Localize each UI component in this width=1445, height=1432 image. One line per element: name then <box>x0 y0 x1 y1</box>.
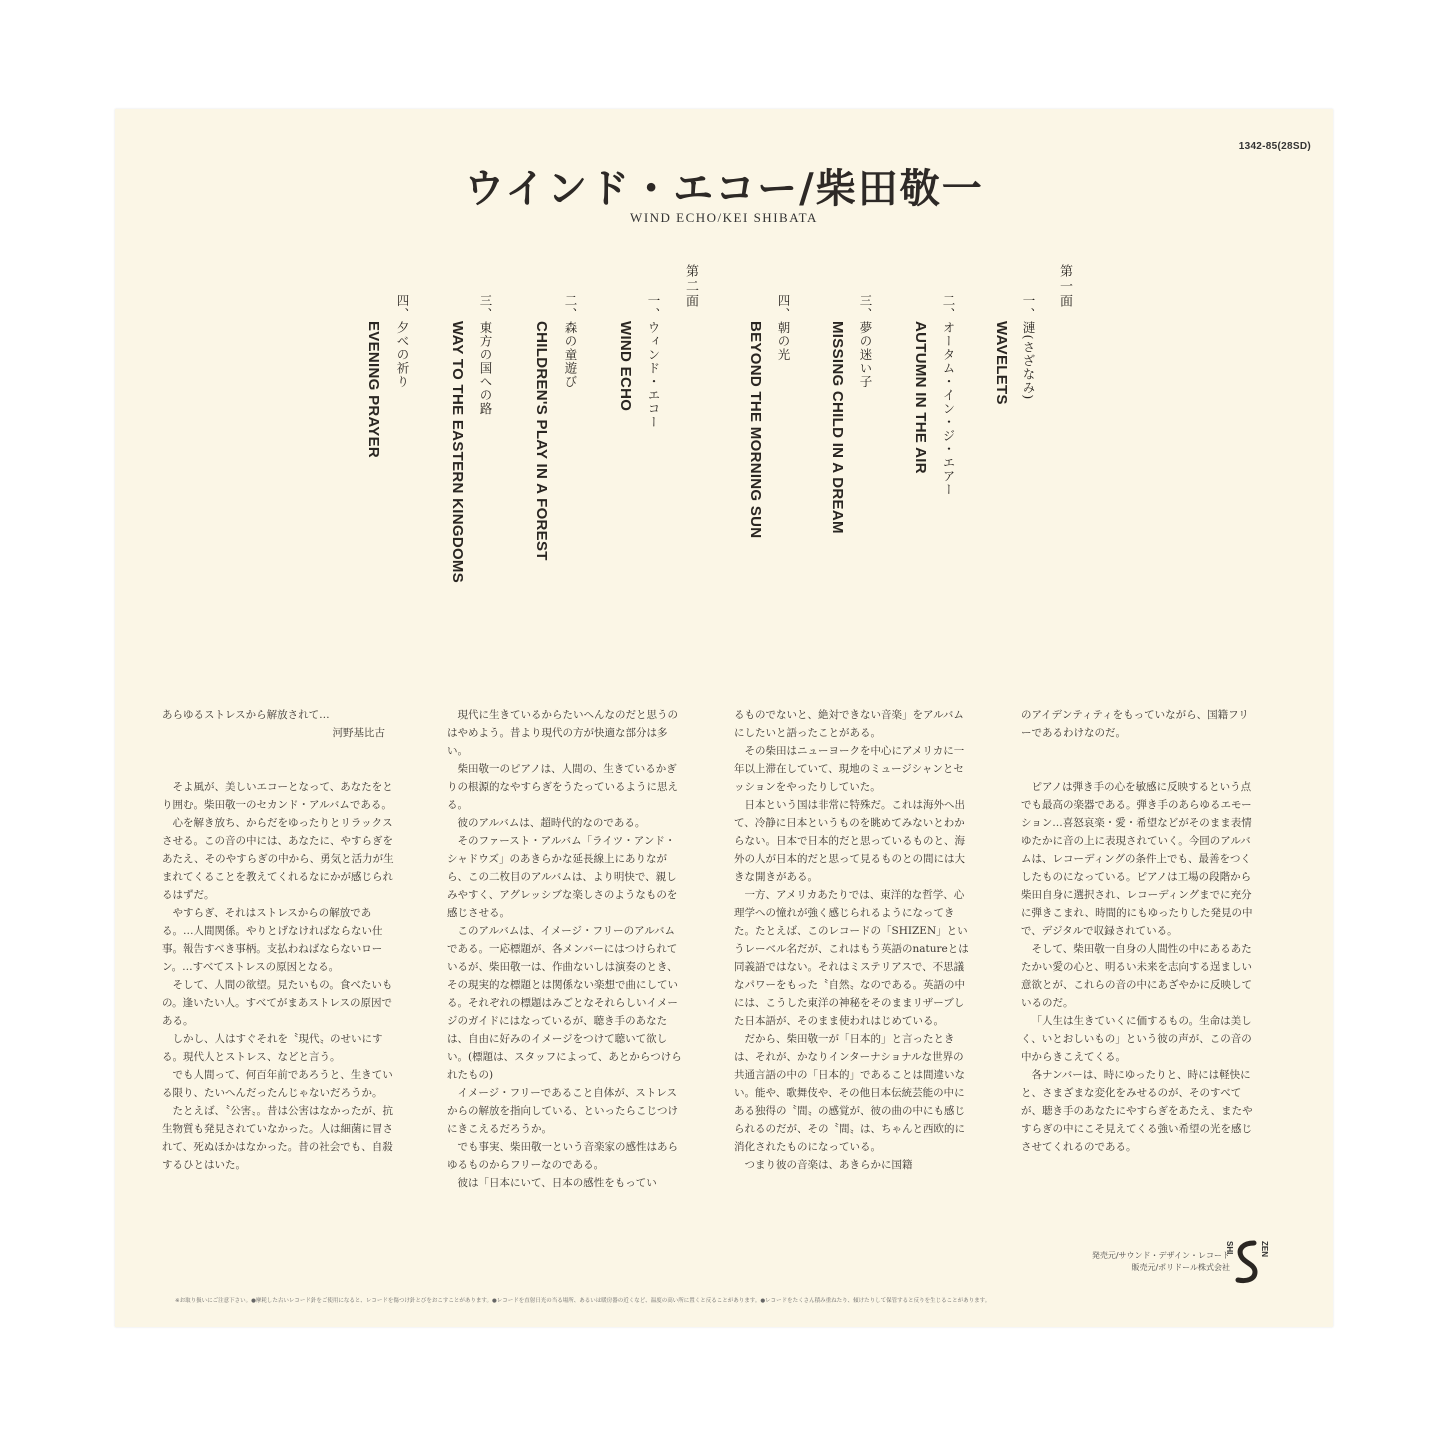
essay-paragraph: 「人生は生きていくに価するもの。生命は美しく、いとおしいもの」という彼の声が、この音の中からきこえてくる。 <box>1021 1015 1252 1063</box>
essay-author: 河野基比古 <box>332 727 385 739</box>
side-two-label: 第二面 <box>683 264 698 309</box>
side2-track4-en: EVENING PRAYER <box>365 321 382 459</box>
side-one-label: 第一面 <box>1057 264 1072 309</box>
title-english: WIND ECHO/KEI SHIBATA <box>630 210 818 225</box>
care-notice: ※お取り扱いにご注意下さい。●摩耗した古いレコード針をご使用になると、レコードを傷つけ針とびをおこすことがあります。●レコードを直射日光の当る場所、あるいは暖房器の近くなど、温度の高い所に置くと反ることがあります。●レコードをたくさん積み重ねたり、傾けたりして保管すると反りを生じることがあります。 <box>175 1298 991 1304</box>
side2-track2-en: CHILDREN'S PLAY IN A FOREST <box>533 321 550 561</box>
essay-paragraph: ピアノは弾き手の心を敏感に反映するという点でも最高の楽器である。弾き手のあらゆるエモーション…喜怒哀楽・愛・希望などがそのまま表情ゆたかに音の上に表現されていく。今回のアルバムは、レコーディングの条件上でも、最善をつくしたものになっている。ピアノは工場の段階から柴田自身に選択され、レコーディングまでに充分に弾きこまれ、時間的にもゆったりした発見の中で、デジタルで収録されている。 <box>1021 781 1253 937</box>
distributor-credit: 販売元/ポリドール株式会社 <box>1131 1263 1230 1272</box>
logo-left-text: SHI <box>1225 1241 1234 1255</box>
essay-paragraph: やすらぎ、それはストレスからの解放である。…人間関係。やりとげなければならない仕事。報告すべき事柄。支払わねばならないローン。…すべてストレスの原因となる。 <box>162 907 383 973</box>
essay-paragraph: イメージ・フリーであること自体が、ストレスからの解放を指向している、といったらこじつけにきこえるだろうか。 <box>447 1087 678 1135</box>
essay-paragraph: でも事実、柴田敬一という音楽家の感性はあらゆるものからフリーなのである。 <box>447 1141 678 1171</box>
essay-paragraph: 日本という国は非常に特殊だ。これは海外へ出て、冷静に日本というものを眺めてみないとわからない。日本で日本的だと思っているものと、海外の人が日本的だと思って見るものとの間には大きな開きがある。 <box>734 799 965 883</box>
essay-paragraph: 心を解き放ち、からだをゆったりとリラックスさせる。この音の中には、あなたに、やすらぎをあたえ、そのやすらぎの中から、勇気と活力が生まれてくることを教えてくれるなにかが感じられるはずだ。 <box>162 817 394 901</box>
insert-sheet <box>115 109 1333 1327</box>
essay-column-1 <box>162 706 397 1174</box>
essay-paragraph: 柴田敬一のピアノは、人間の、生きているかぎりの根源的なやすらぎをうたっているように思える。 <box>447 763 678 811</box>
side2-track3-en: WAY TO THE EASTERN KINGDOMS <box>449 321 466 584</box>
essay-paragraph: のアイデンティティをもっていながら、国籍フリーであるわけなのだ。 <box>1021 709 1249 739</box>
essay-paragraph: つまり彼の音楽は、あきらかに国籍 <box>744 1159 913 1171</box>
side2-track4-jp: 四、夕べの祈り <box>395 294 410 389</box>
catalog-number: 1342-85(28SD) <box>1238 141 1311 152</box>
side1-track3-jp: 三、夢の迷い子 <box>858 294 873 389</box>
essay-paragraph: でも人間って、何百年前であろうと、生きている限り、たいへんだったんじゃないだろうか。 <box>162 1069 393 1099</box>
side1-track1-en: WAVELETS <box>993 321 1010 405</box>
essay-heading: あらゆるストレスから解放されて… <box>162 709 330 721</box>
essay-paragraph: その柴田はニューヨークを中心にアメリカに一年以上滞在していて、現地のミュージシャンとセッションをやったりしていた。 <box>734 745 965 793</box>
essay-paragraph: 現代に生きているからたいへんなのだと思うのはやめよう。昔より現代の方が快適な部分は多い。 <box>447 709 678 757</box>
essay-paragraph: るものでないと、絶対できない音楽」をアルバムにしたいと語ったことがある。 <box>734 709 964 739</box>
side2-track3-jp: 三、東方の国への路 <box>478 294 493 416</box>
essay-paragraph: そのファースト・アルバム「ライツ・アンド・シャドウズ」のあきらかな延長線上にありながら、この二枚目のアルバムは、より明快で、親しみやすく、アグレッシブな楽しさのようなものを感じさせる。 <box>447 835 678 919</box>
essay-column-3 <box>734 706 969 1174</box>
essay-paragraph: 各ナンバーは、時にゆったりと、時には軽快にと、さまざまな変化をみせるのが、そのすべてが、聴き手のあなたにやすらぎをあたえ、またやすらぎの中にこそ見えてくる強い希望の光を感じさせてくれるのである。 <box>1021 1069 1253 1153</box>
shizen-logo <box>1225 1237 1269 1287</box>
essay-paragraph: だから、柴田敬一が「日本的」と言ったときは、それが、かなりインターナショナルな世界の共通言語の中の「日本的」であることは間違いない。能や、歌舞伎や、その他日本伝統芸能の中にある独得の〝間〟の感覚が、彼の曲の中にも感じられるのだが、その〝間〟は、ちゃんと西欧的に消化されたものになっている。 <box>734 1033 965 1153</box>
side1-track3-en: MISSING CHILD IN A DREAM <box>829 321 846 534</box>
essay-paragraph: しかし、人はすぐそれを〝現代〟のせいにする。現代人とストレス、などと言う。 <box>162 1033 383 1063</box>
side1-track1-jp: 一、漣(さざなみ) <box>1021 294 1036 401</box>
side1-track4-jp: 四、朝の光 <box>776 294 791 362</box>
side2-track2-jp: 二、森の童遊び <box>563 294 578 389</box>
essay-paragraph: たとえば、〝公害〟。昔は公害はなかったが、抗生物質も発見されていなかった。人は細菌に冒されて、死ぬほかはなかった。昔の社会でも、自殺するひとはいた。 <box>162 1105 393 1171</box>
side1-track2-en: AUTUMN IN THE AIR <box>912 321 929 474</box>
essay-paragraph: そして、人間の欲望。見たいもの。食べたいもの。逢いたい人。すべてがまあストレスの原因である。 <box>162 979 393 1027</box>
side1-track4-en: BEYOND THE MORNING SUN <box>747 321 764 539</box>
essay-paragraph: そよ風が、美しいエコーとなって、あなたをとり囲む。柴田敬一のセカンド・アルバムである。 <box>162 781 393 811</box>
essay-paragraph: 彼のアルバムは、超時代的なのである。 <box>457 817 646 829</box>
credits <box>1092 1250 1230 1274</box>
side1-track2-jp: 二、オータム・イン・ジ・エアー <box>941 294 956 497</box>
essay-paragraph: 一方、アメリカあたりでは、東洋的な哲学、心理学への憧れが強く感じられるようになってきた。たとえば、このレコードの「SHIZEN」というレーベル名だが、これはもう英語のnatureとは同義語ではない。それはミステリアスで、不思議なパワーをもった〝自然〟なのである。英語の中には、こうした東洋の神秘をそのままリザーブした日本語が、そのまま使われはじめている。 <box>734 889 969 1027</box>
essay-column-2 <box>447 706 682 1192</box>
essay-column-4 <box>1021 706 1256 1156</box>
essay-paragraph: このアルバムは、イメージ・フリーのアルバムである。一応標題が、各メンバーにはつけられているが、柴田敬一は、作曲ないしは演奏のとき、その現実的な標題とは関係ない楽想で曲にしている。それぞれの標題はみごとなそれらしいイメージのガイドにはなっているが、聴き手のあなたは、自由に好みのイメージをつけて聴いて欲しい。(標題は、スタッフによって、あとからつけられたもの) <box>447 925 682 1081</box>
side2-track1-jp: 一、ウィンド・エコー <box>646 294 661 429</box>
essay-paragraph: そして、柴田敬一自身の人間性の中にあるあたたかい愛の心と、明るい未来を志向する逞ましい意欲とが、これらの音の中にあざやかに反映しているのだ。 <box>1021 943 1252 1009</box>
logo-right-text: ZEN <box>1260 1241 1269 1257</box>
side2-track1-en: WIND ECHO <box>617 321 634 412</box>
publisher-credit: 発売元/サウンド・デザイン・レコード <box>1091 1251 1230 1260</box>
essay-paragraph: 彼は「日本にいて、日本の感性をもってい <box>457 1177 657 1189</box>
title-japanese: ウインド・エコー/柴田敬一 <box>464 165 984 212</box>
